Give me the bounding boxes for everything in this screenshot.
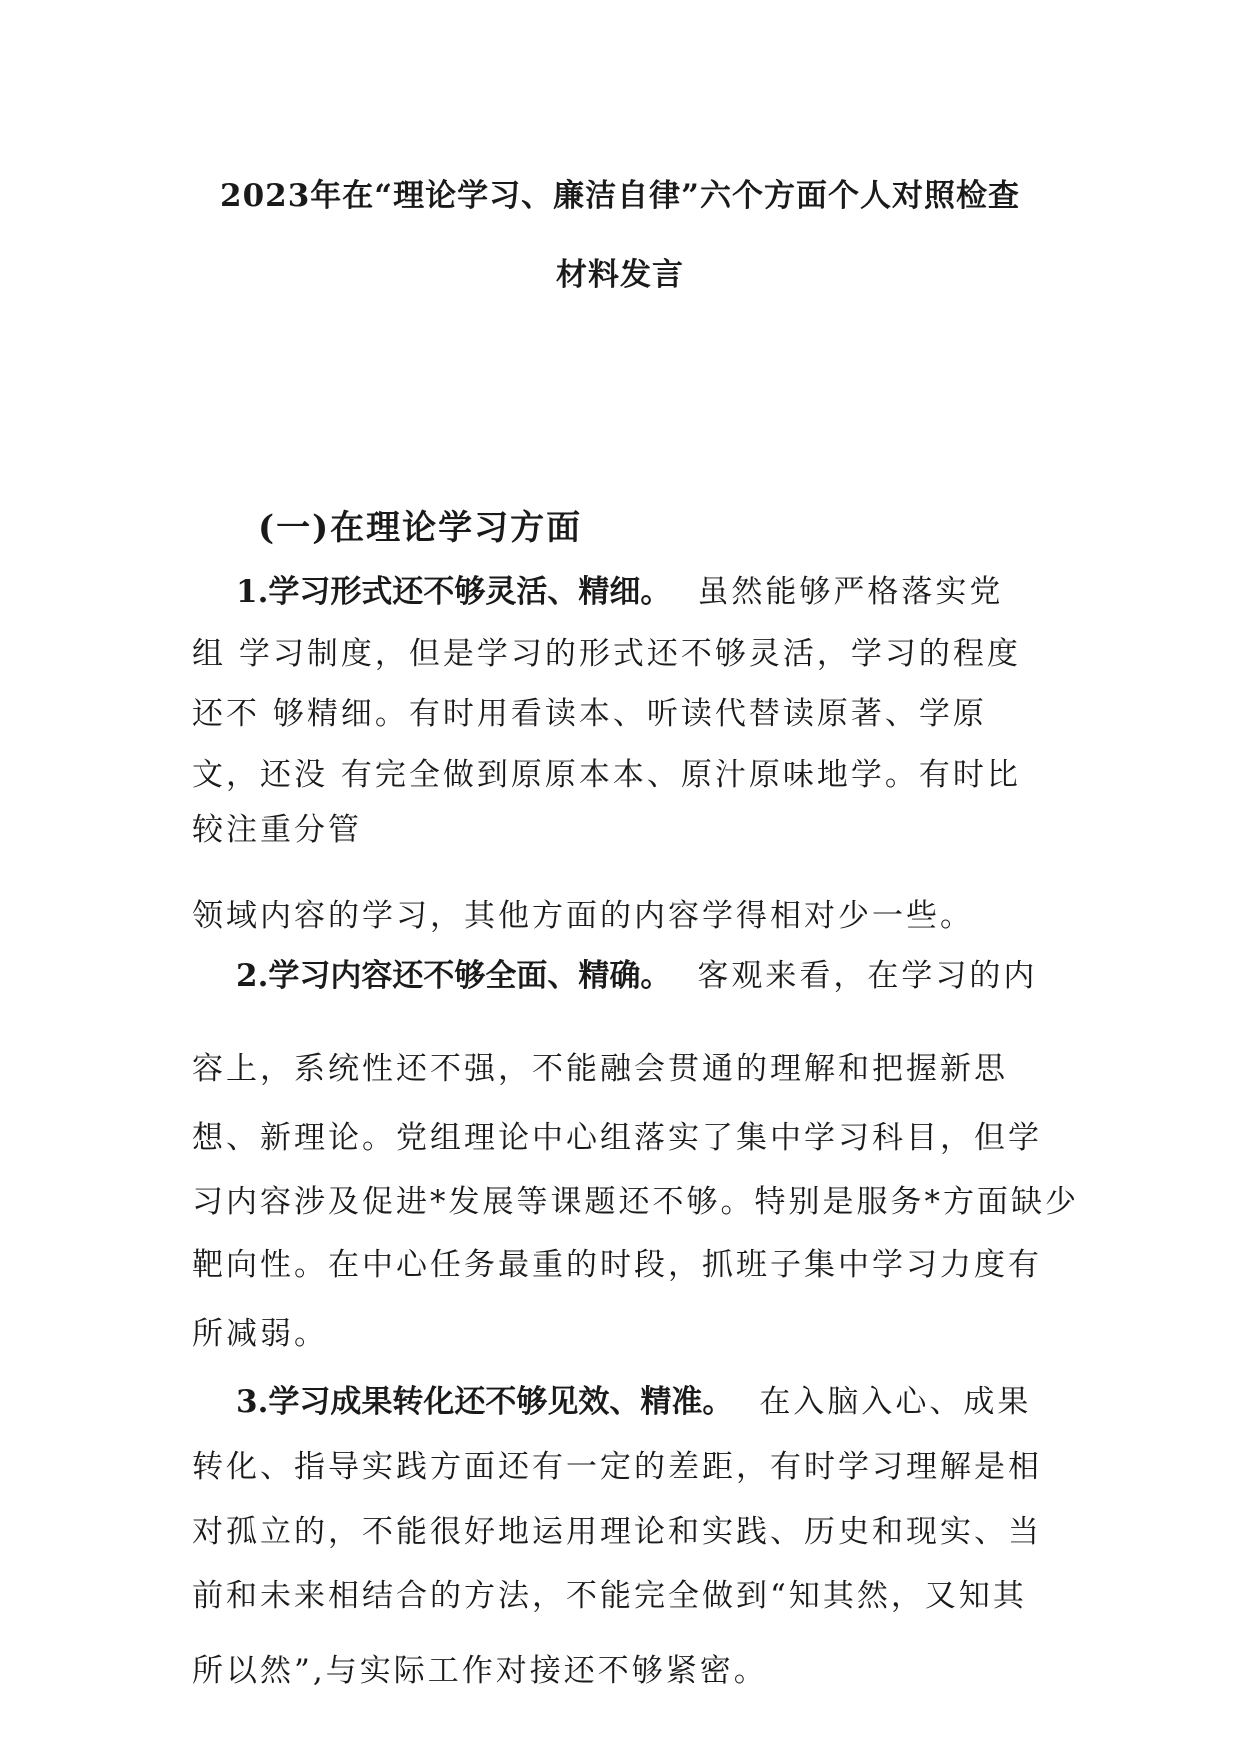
- item-3-first-line: [236, 1382, 1031, 1422]
- item-3-text: 在入脑入心、成果: [759, 1384, 1032, 1420]
- item-2-line: 靶向性。在中心任务最重的时段，抓班子集中学习力度有: [192, 1247, 1042, 1283]
- item-3-line: 转化、指导实践方面还有一定的差距，有时学习理解是相: [192, 1449, 1042, 1485]
- section-heading: (一)在理论学习方面: [258, 508, 583, 548]
- item-1-text: 虽然能够严格落实党: [697, 574, 1004, 610]
- item-1-heading: 1.学习形式还不够灵活、精细。: [236, 574, 672, 610]
- item-2-line: 所减弱。: [192, 1316, 328, 1352]
- item-2-text: 客观来看，在学习的内: [697, 958, 1038, 994]
- item-2-line: 容上，系统性还不强，不能融会贯通的理解和把握新思: [192, 1051, 1008, 1087]
- item-2-first-line: [236, 956, 1037, 996]
- item-1-line: 较注重分管: [192, 812, 362, 848]
- item-3-heading: 3.学习成果转化还不够见效、精准。: [236, 1384, 734, 1420]
- item-1-line: 领域内容的学习，其他方面的内容学得相对少一些。: [192, 898, 974, 934]
- document-title-line-1: 2023年在“理论学习、廉洁自律”六个方面个人对照检查: [220, 178, 1020, 214]
- item-1-line: 文，还没 有完全做到原原本本、原汁原味地学。有时比: [192, 757, 1021, 793]
- item-1-line: 组 学习制度，但是学习的形式还不够灵活，学习的程度: [192, 636, 1021, 672]
- item-3-line: 所以然”,与实际工作对接还不够紧密。: [192, 1653, 768, 1689]
- item-1-line: 还不 够精细。有时用看读本、听读代替读原著、学原: [192, 696, 987, 732]
- item-3-line: 对孤立的，不能很好地运用理论和实践、历史和现实、当: [192, 1514, 1042, 1550]
- item-2-line: 想、新理论。党组理论中心组落实了集中学习科目，但学: [192, 1120, 1042, 1156]
- document-title-line-2: 材料发言: [556, 257, 684, 293]
- item-3-line: 前和未来相结合的方法，不能完全做到“知其然，又知其: [192, 1578, 1027, 1614]
- item-2-line: 习内容涉及促进*发展等课题还不够。特别是服务*方面缺少: [192, 1184, 1079, 1220]
- item-1-first-line: [236, 572, 1003, 612]
- item-2-heading: 2.学习内容还不够全面、精确。: [236, 958, 672, 994]
